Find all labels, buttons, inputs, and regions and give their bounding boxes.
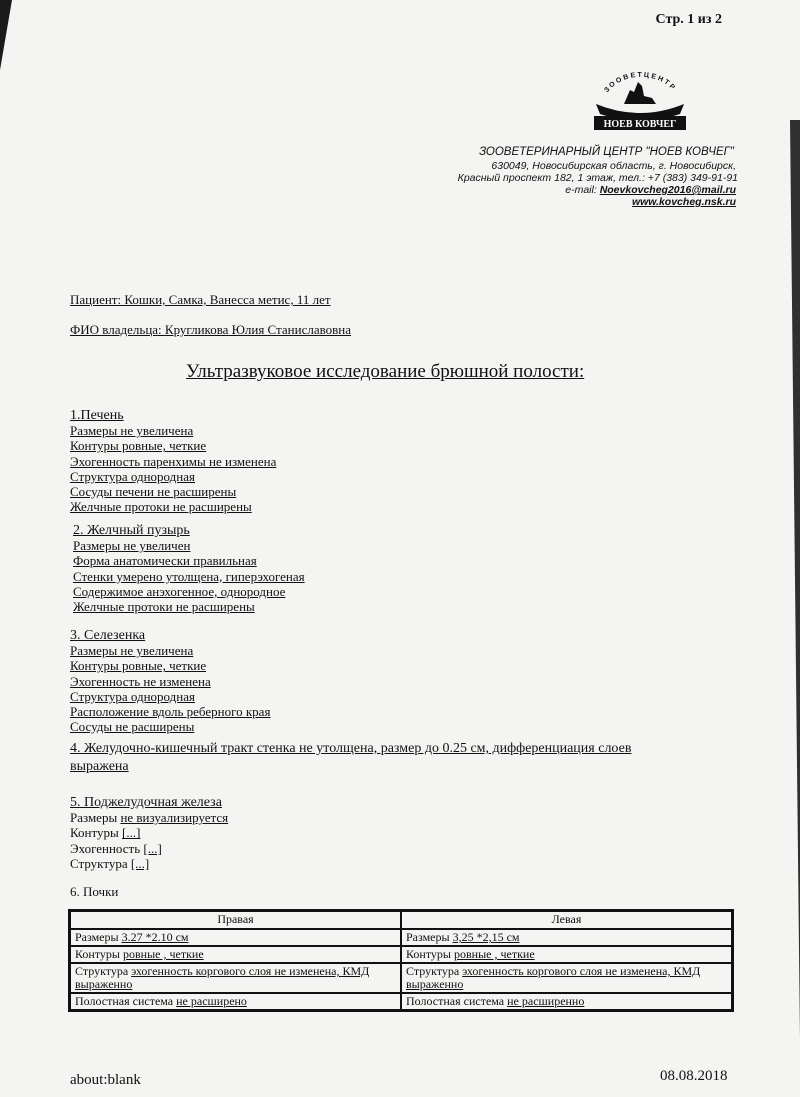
gallbladder-line: Содержимое анэхогенное, однородное	[73, 583, 286, 599]
pancreas-section	[70, 795, 228, 871]
gallbladder-line: Желчные протоки не расширены	[73, 599, 255, 615]
clinic-email-label: e-mail:	[565, 184, 600, 196]
table-header-row	[70, 911, 732, 929]
cell-label: Полостная система	[406, 994, 508, 1008]
clinic-address-line1: 630049, Новосибирская область, г. Новосибирск,	[491, 160, 736, 172]
liver-line: Эхогенность паренхимы не изменена	[70, 453, 277, 469]
cell-value: ровные , четкие	[453, 947, 535, 961]
table-cell	[70, 993, 401, 1010]
owner-label: ФИО владельца:	[70, 322, 165, 337]
spleen-line: Структура однородная	[70, 688, 195, 704]
cell-value: 3,25 *2,15 см	[452, 930, 520, 944]
cell-label: Структура	[406, 964, 463, 978]
liver-line: Структура однородная	[70, 468, 195, 484]
cell-label: Структура	[75, 964, 132, 978]
clinic-name: ЗООВЕТЕРИНАРНЫЙ ЦЕНТР "НОЕВ КОВЧЕГ"	[479, 146, 734, 158]
liver-section	[70, 408, 276, 514]
page-number: Стр. 1 из 2	[655, 12, 722, 27]
patient-label: Пациент:	[70, 292, 125, 307]
liver-line: Контуры ровные, четкие	[70, 438, 207, 454]
spleen-line: Размеры не увеличена	[70, 643, 194, 659]
cell-label: Контуры	[75, 947, 123, 961]
liver-line: Желчные протоки не расширены	[70, 499, 252, 515]
gallbladder-section	[73, 523, 305, 614]
table-row	[70, 946, 732, 963]
cell-value: 3.27 *2.10 см	[121, 930, 189, 944]
pancreas-echo-label: Эхогенность	[70, 840, 144, 856]
pancreas-heading: 5. Поджелудочная железа	[70, 795, 222, 810]
spleen-heading: 3. Селезенка	[70, 628, 146, 643]
table-cell	[401, 946, 732, 963]
spleen-line: Расположение вдоль реберного края	[70, 704, 271, 720]
cell-value: эхогенность коргового слоя не изменена, КМД выраженно	[406, 964, 701, 991]
cell-label: Полостная система	[75, 994, 177, 1008]
table-cell	[401, 929, 732, 946]
scan-shadow-edge	[790, 120, 800, 1040]
clinic-email-link[interactable]: Noevkovcheg2016@mail.ru	[599, 184, 736, 196]
footer-url: about:blank	[70, 1072, 141, 1088]
liver-heading: 1.Печень	[70, 408, 124, 423]
clinic-website-link[interactable]: www.kovcheg.nsk.ru	[631, 196, 736, 208]
report-title: Ультразвуковое исследование брюшной полости:	[186, 361, 585, 382]
gallbladder-heading: 2. Желчный пузырь	[73, 523, 190, 538]
cell-value: ровные , четкие	[122, 947, 204, 961]
cell-value: эхогенность коргового слоя не изменена, КМД выраженно	[75, 964, 370, 991]
table-cell	[70, 946, 401, 963]
gi-text: стенка не утолщена, размер до 0.25 см, дифференциация слоев	[253, 741, 632, 756]
liver-line: Размеры не увеличена	[70, 423, 194, 439]
scan-shadow-corner	[0, 0, 12, 70]
owner-value: Кругликова Юлия Станиславовна	[164, 322, 352, 337]
spleen-line: Контуры ровные, четкие	[70, 658, 207, 674]
table-row	[70, 929, 732, 946]
owner-line	[70, 322, 351, 338]
pancreas-structure-value: [...]	[130, 855, 150, 871]
table-cell	[70, 963, 401, 993]
dog-silhouette-shape	[624, 82, 656, 104]
patient-value: Кошки, Самка, Ванесса метис, 11 лет	[124, 292, 331, 307]
patient-line	[70, 292, 331, 308]
logo-arc-text: ЗООВЕТЦЕНТР	[603, 71, 678, 95]
pancreas-echo-value: [...]	[143, 840, 162, 856]
spleen-line: Сосуды не расширены	[70, 719, 195, 735]
table-cell	[70, 929, 401, 946]
clinic-address-line2: Красный проспект 182, 1 этаж, тел.: +7 (383) 349-91-91	[457, 172, 738, 184]
pancreas-contours-label: Контуры	[70, 825, 122, 841]
cell-label: Размеры	[406, 930, 453, 944]
cell-label: Размеры	[75, 930, 122, 944]
cell-value: не расширенно	[507, 994, 585, 1008]
pancreas-size-label: Размеры	[70, 810, 121, 826]
table-row	[70, 993, 732, 1010]
gi-text-continued: выражена	[70, 759, 129, 774]
table-cell	[401, 993, 732, 1010]
spleen-line: Эхогенность не изменена	[70, 673, 211, 689]
spleen-section	[70, 628, 270, 734]
clinic-logo	[590, 62, 690, 134]
gi-section	[70, 740, 631, 776]
gallbladder-line: Размеры не увеличен	[73, 538, 191, 554]
pancreas-size-value: не визуализируется	[120, 810, 229, 826]
liver-line: Сосуды печени не расширены	[70, 484, 237, 500]
table-row	[70, 963, 732, 993]
logo-banner-text: НОЕВ КОВЧЕГ	[603, 119, 677, 130]
gi-heading: 4. Желудочно-кишечный тракт	[70, 741, 254, 756]
table-cell	[401, 963, 732, 993]
column-header-left: Левая	[401, 911, 732, 929]
pancreas-contours-value: [...]	[121, 825, 141, 841]
cell-label: Контуры	[406, 947, 454, 961]
clinic-email-line	[565, 184, 736, 196]
column-header-right: Правая	[70, 911, 401, 929]
kidneys-table	[68, 909, 734, 1012]
gallbladder-line: Стенки умерено утолщена, гиперэхогеная	[73, 568, 305, 584]
kidneys-heading: 6. Почки	[70, 884, 119, 899]
cell-value: не расширено	[176, 994, 247, 1008]
gallbladder-line: Форма анатомически правильная	[73, 553, 257, 569]
footer-date: 08.08.2018	[660, 1068, 728, 1084]
pancreas-structure-label: Структура	[70, 855, 131, 871]
